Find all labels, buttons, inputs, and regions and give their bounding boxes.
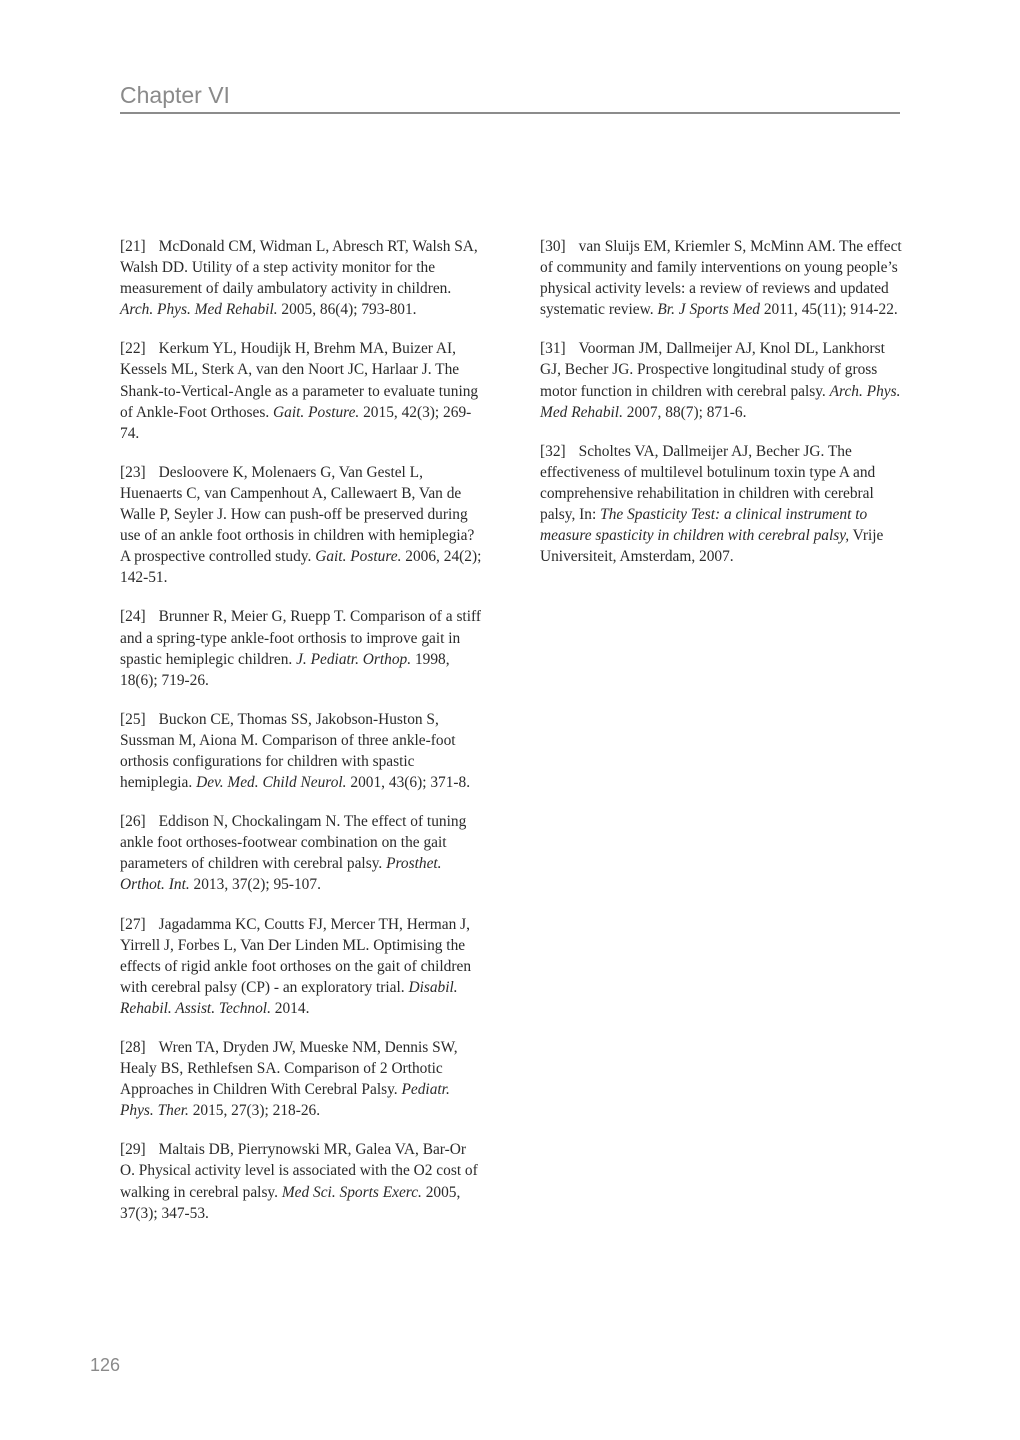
reference-number: [27] (120, 915, 146, 933)
reference-details: Vrije Universiteit, Amsterdam, 2007. (540, 527, 884, 566)
reference-text: McDonald CM, Widman L, Abresch RT, Walsh SA, Walsh DD. Utility of a step activity monitor for the measurement of daily ambulatory activity in children. (120, 238, 478, 298)
reference-text: Voorman JM, Dallmeijer AJ, Knol DL, Lankhorst GJ, Becher JG. Prospective longitudinal study of gross motor function in children with cerebral palsy. (540, 340, 885, 400)
reference-number: [26] (120, 813, 146, 831)
reference-text: Maltais DB, Pierrynowski MR, Galea VA, Bar-Or O. Physical activity level is associated with the O2 cost of walking in cerebral palsy. (120, 1141, 478, 1201)
reference-number: [23] (120, 463, 146, 481)
reference-text: Brunner R, Meier G, Ruepp T. Comparison of a stiff and a spring-type ankle-foot orthosis to improve gait in spastic hemiplegic children. (120, 608, 481, 668)
reference-journal: Med Sci. Sports Exerc. (281, 1183, 422, 1201)
reference-text: Jagadamma KC, Coutts FJ, Mercer TH, Herman J, Yirrell J, Forbes L, Van Der Linden ML. Optimising the effects of rigid ankle foot orthoses on the gait of children with cerebral palsy (CP) - an exploratory trial. (120, 915, 472, 996)
reference-details: 2005, 37(3); 347-53. (120, 1183, 461, 1222)
reference-entry (540, 338, 902, 422)
reference-journal: Arch. Phys. Med Rehabil. (540, 382, 901, 421)
reference-text: Eddison N, Chockalingam N. The effect of tuning ankle foot orthoses-footwear combination on the gait parameters of children with cerebral palsy. (120, 813, 467, 873)
reference-journal: Dev. Med. Child Neurol. (196, 774, 347, 792)
reference-number: [21] (120, 238, 146, 255)
reference-entry (540, 236, 902, 320)
reference-number: [29] (120, 1141, 146, 1159)
reference-details: 2001, 43(6); 371-8. (346, 774, 471, 792)
page-header (120, 80, 900, 114)
reference-entry (540, 441, 902, 568)
reference-number: [31] (540, 340, 566, 358)
reference-entry (120, 1139, 482, 1223)
reference-details: 2015, 42(3); 269-74. (120, 403, 472, 442)
reference-details: 2006, 24(2); 142-51. (120, 548, 482, 587)
reference-journal: The Spasticity Test: a clinical instrument to measure spasticity in children with cerebral palsy, (540, 506, 868, 545)
reference-text: Desloovere K, Molenaers G, Van Gestel L, Huenaerts C, van Campenhout A, Callewaert B, Van de Walle P, Seyler J. How can push-off be preserved during use of an ankle foot orthosis in children with hemiplegia? A prospective controlled study. (120, 463, 475, 566)
reference-details: 2007, 88(7); 871-6. (622, 403, 747, 421)
reference-journal: Disabil. Rehabil. Assist. Technol. (120, 978, 458, 1017)
reference-number: [30] (540, 238, 566, 255)
reference-entry (120, 811, 482, 895)
reference-journal: Br. J Sports Med (657, 301, 760, 319)
reference-text: van Sluijs EM, Kriemler S, McMinn AM. The effect of community and family interventions on young people’s physical activity levels: a review of reviews and updated systematic review. (540, 238, 902, 319)
reference-text: Wren TA, Dryden JW, Mueske NM, Dennis SW, Healy BS, Rethlefsen SA. Comparison of 2 Orthotic Approaches in Children With Cerebral Palsy. (120, 1039, 458, 1099)
reference-number: [28] (120, 1039, 146, 1056)
reference-entry (120, 709, 482, 793)
reference-details: 2013, 37(2); 95-107. (189, 876, 321, 894)
reference-details: 2014. (270, 999, 310, 1017)
reference-text: Buckon CE, Thomas SS, Jakobson-Huston S, Sussman M, Aiona M. Comparison of three ankle-foot orthosis configurations for children with spastic hemiplegia. (120, 710, 456, 792)
reference-details: 2011, 45(11); 914-22. (759, 301, 898, 319)
reference-entry (120, 338, 482, 443)
reference-journal: Gait. Posture. (273, 403, 360, 421)
reference-number: [22] (120, 340, 146, 358)
references-right-column (540, 236, 902, 585)
references-left-column (120, 236, 482, 1242)
reference-text: Scholtes VA, Dallmeijer AJ, Becher JG. The effectiveness of multilevel botulinum toxin type A and comprehensive rehabilitation in children with cerebral palsy, In: (540, 442, 876, 524)
reference-details: 2015, 27(3); 218-26. (188, 1102, 321, 1120)
reference-entry (120, 1037, 482, 1121)
reference-number: [32] (540, 442, 566, 460)
reference-journal: J. Pediatr. Orthop. (296, 650, 412, 668)
reference-details: 2005, 86(4); 793-801. (277, 301, 417, 319)
reference-entry (120, 914, 482, 1019)
reference-details: 1998, 18(6); 719-26. (120, 650, 450, 689)
reference-journal: Gait. Posture. (315, 548, 402, 566)
reference-journal: Pediatr. Phys. Ther. (120, 1081, 450, 1120)
reference-entry (120, 606, 482, 690)
reference-entry (120, 462, 482, 589)
reference-entry (120, 236, 482, 320)
reference-journal: Arch. Phys. Med Rehabil. (120, 301, 278, 319)
reference-journal: Prosthet. Orthot. Int. (120, 855, 442, 894)
reference-number: [24] (120, 608, 146, 626)
chapter-title: Chapter VI (120, 82, 230, 108)
reference-text: Kerkum YL, Houdijk H, Brehm MA, Buizer AI, Kessels ML, Sterk A, van den Noort JC, Harlaar J. The Shank-to-Vertical-Angle as a parameter to evaluate tuning of Ankle-Foot Orthoses. (120, 340, 479, 421)
page-number: 126 (90, 1355, 121, 1375)
reference-number: [25] (120, 710, 146, 728)
